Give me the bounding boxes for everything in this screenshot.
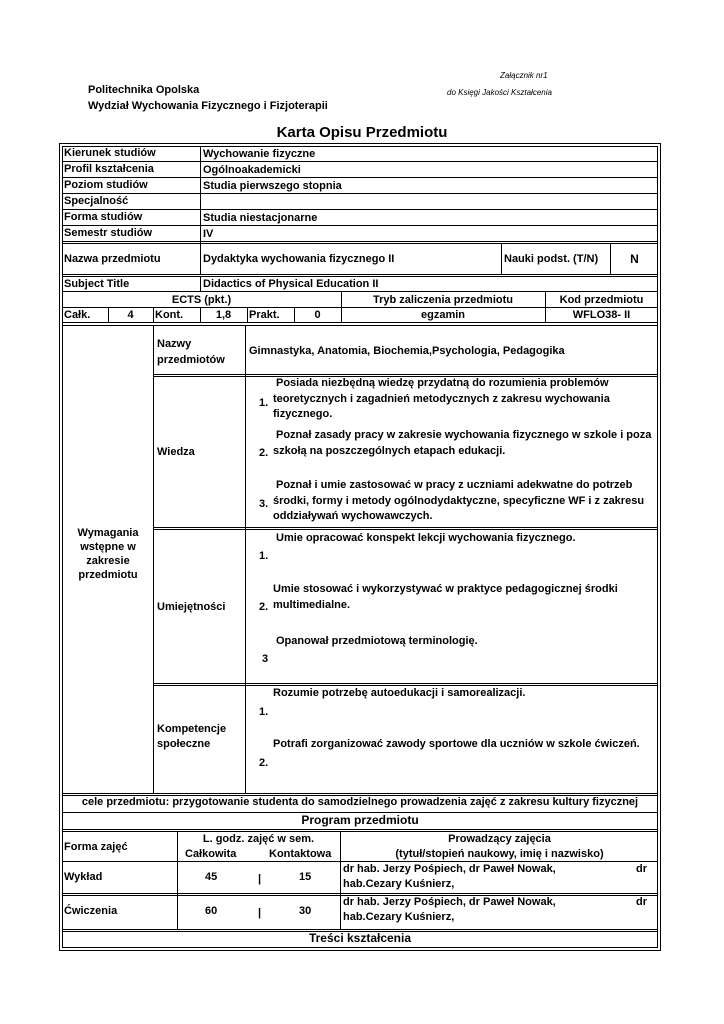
- knowledge-num-1: 1.: [259, 397, 269, 409]
- row-teacher-lecture-2: hab.Cezary Kuśnierz,: [343, 878, 455, 890]
- subject-name-label: Nazwa przedmiotu: [64, 253, 161, 265]
- basic-science-label: Nauki podst. (T/N): [504, 253, 599, 265]
- row-sep-lecture: |: [258, 873, 262, 885]
- info-value-semester: IV: [203, 228, 214, 240]
- row-total-exercises: 60: [205, 905, 218, 917]
- ects-total-value: 4: [127, 309, 134, 321]
- row-total-lecture: 45: [205, 871, 218, 883]
- info-label-specialty: Specjalność: [64, 195, 129, 207]
- subject-code-value: WFLO38- II: [572, 309, 631, 321]
- hours-label: L. godz. zajęć w sem.: [202, 833, 315, 845]
- basic-science-value: N: [630, 252, 639, 266]
- prior-subjects-label: Nazwy przedmiotów: [157, 338, 225, 366]
- ects-contact-value: 1,8: [215, 309, 232, 321]
- social-item-2: Potrafi zorganizować zawody sportowe dla uczniów w szkole ćwiczeń.: [273, 738, 640, 750]
- row-teacher-lecture: dr hab. Jerzy Pośpiech, dr Paweł Nowak,: [343, 863, 556, 875]
- content-title: Treści kształcenia: [308, 931, 412, 945]
- ects-practical-value: 0: [314, 309, 321, 321]
- ects-practical-label: Prakt.: [249, 309, 280, 321]
- skills-num-3: 3: [262, 653, 269, 665]
- knowledge-num-3: 3.: [259, 498, 269, 510]
- ects-contact-label: Kont.: [155, 309, 184, 321]
- prior-subjects-value: Gimnastyka, Anatomia, Biochemia,Psychologia, Pedagogika: [249, 345, 565, 357]
- form-label: Forma zajęć: [64, 841, 128, 853]
- info-label-profile: Profil kształcenia: [64, 163, 154, 175]
- book-label: do Księgi Jakości Kształcenia: [447, 88, 552, 97]
- hours-contact-label: Kontaktowa: [269, 848, 332, 860]
- skills-item-3: Opanował przedmiotową terminologię.: [276, 635, 478, 647]
- info-label-field: Kierunek studiów: [64, 147, 156, 159]
- teacher-label: Prowadzący zajęcia: [448, 833, 551, 845]
- info-value-level: Studia pierwszego stopnia: [203, 180, 342, 192]
- row-teacher-exercises-dr: dr: [636, 896, 647, 908]
- attachment-label: Załącznik nr1: [500, 71, 548, 80]
- info-value-form: Studia niestacjonarne: [203, 212, 318, 224]
- social-num-1: 1.: [259, 706, 269, 718]
- row-teacher-exercises: dr hab. Jerzy Pośpiech, dr Paweł Nowak,: [343, 896, 556, 908]
- row-teacher-exercises-2: hab.Cezary Kuśnierz,: [343, 911, 455, 923]
- hours-total-label: Całkowita: [185, 848, 237, 860]
- social-label: Kompetencje społeczne: [157, 723, 227, 750]
- exam-mode-value: egzamin: [420, 309, 465, 321]
- subject-title-label: Subject Title: [64, 278, 130, 290]
- ects-label: ECTS (pkt.): [171, 294, 232, 306]
- info-label-semester: Semestr studiów: [64, 227, 153, 239]
- teacher-sub-label: (tytuł/stopień naukowy, imię i nazwisko): [395, 848, 604, 860]
- skills-label: Umiejętności: [157, 601, 226, 613]
- skills-num-1: 1.: [259, 550, 269, 562]
- info-value-field: Wychowanie fizyczne: [203, 148, 316, 160]
- row-teacher-lecture-dr: dr: [636, 863, 647, 875]
- exam-mode-label: Tryb zaliczenia przedmiotu: [373, 294, 513, 306]
- ects-total-label: Całk.: [64, 309, 91, 321]
- info-value-profile: Ogólnoakademicki: [203, 164, 301, 176]
- row-sep-exercises: |: [258, 907, 262, 919]
- knowledge-item-2: Poznał zasady pracy w zakresie wychowania fizycznego w szkole i poza szkołą na poszczególnych etapach edukacji.: [273, 429, 652, 457]
- info-label-level: Poziom studiów: [64, 179, 148, 191]
- row-form-exercises: Ćwiczenia: [64, 905, 118, 917]
- subject-title-en: Didactics of Physical Education II: [203, 278, 379, 290]
- row-contact-exercises: 30: [299, 905, 312, 917]
- knowledge-label: Wiedza: [157, 446, 195, 458]
- knowledge-num-2: 2.: [259, 447, 269, 459]
- row-contact-lecture: 15: [299, 871, 312, 883]
- social-item-1: Rozumie potrzebę autoedukacji i samorealizacji.: [273, 687, 526, 699]
- university-name: Politechnika Opolska: [88, 84, 200, 96]
- subject-code-label: Kod przedmiotu: [559, 294, 644, 306]
- faculty-name: Wydział Wychowania Fizycznego i Fizjoterapii: [88, 100, 328, 112]
- knowledge-item-1: Posiada niezbędną wiedzę przydatną do rozumienia problemów teoretycznych i zagadnień metodycznych z zakresu wychowania fizycznego.: [273, 377, 610, 420]
- subject-name: Dydaktyka wychowania fizycznego II: [203, 253, 395, 265]
- program-title: Program przedmiotu: [301, 813, 419, 827]
- info-label-form: Forma studiów: [64, 211, 143, 223]
- course-goals: cele przedmiotu: przygotowanie studenta do samodzielnego prowadzenia zajęć z zakresu kultury fizycznej: [81, 796, 639, 808]
- social-num-2: 2.: [259, 757, 269, 769]
- skills-item-2: Umie stosować i wykorzystywać w praktyce pedagogicznej środki multimedialne.: [273, 583, 618, 611]
- row-form-lecture: Wykład: [64, 871, 103, 883]
- knowledge-item-3: Poznał i umie zastosować w pracy z uczniami adekwatne do potrzeb środki, formy i metody ogólnodydaktyczne, specyficzne WF i z zakresu oddziaływań wychowawczych.: [273, 479, 645, 522]
- skills-num-2: 2.: [259, 601, 269, 613]
- skills-item-1: Umie opracować konspekt lekcji wychowania fizycznego.: [276, 532, 576, 544]
- page-title: Karta Opisu Przedmiotu: [276, 124, 448, 141]
- requirements-label: Wymagania wstępne w zakresie przedmiotu: [77, 527, 139, 581]
